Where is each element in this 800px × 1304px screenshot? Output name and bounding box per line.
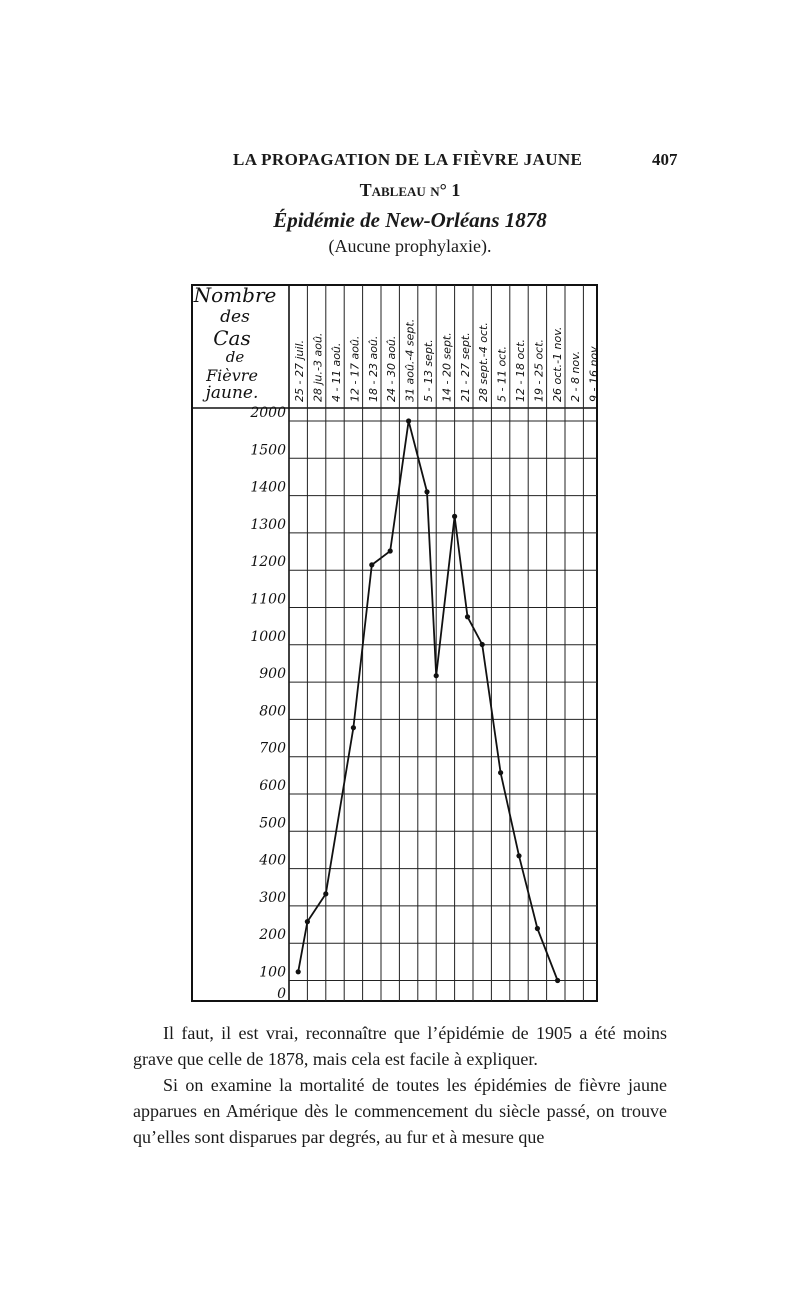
x-tick-label: 4 - 11 aoû. xyxy=(330,342,343,402)
chart-title: Épidémie de New-Orléans 1878 xyxy=(273,208,547,232)
x-tick-label: 18 - 23 aoû. xyxy=(366,335,380,402)
data-point xyxy=(406,418,411,423)
data-point xyxy=(434,673,439,678)
x-tick-label: 21 - 27 sept. xyxy=(458,332,472,402)
data-point xyxy=(351,725,356,730)
running-head: LA PROPAGATION DE LA FIÈVRE JAUNE xyxy=(233,150,583,169)
y-tick-label: 200 xyxy=(259,927,286,944)
x-tick-label: 26 oct.-1 nov. xyxy=(550,326,564,402)
x-tick-label: 25 - 27 juil. xyxy=(293,339,307,402)
data-point xyxy=(388,548,393,553)
y-tick-label: 1500 xyxy=(250,442,286,459)
table-label: Tableau n° 1 xyxy=(359,180,461,200)
y-axis-label-word: de xyxy=(225,348,245,366)
y-tick-label: 0 xyxy=(277,986,286,1002)
body-text xyxy=(133,1020,667,1150)
data-point xyxy=(555,978,560,983)
data-point xyxy=(369,562,374,567)
y-axis-label xyxy=(193,283,277,403)
x-tick-label: 24 - 30 aoû. xyxy=(385,335,399,402)
data-point xyxy=(452,514,457,519)
y-tick-label: 700 xyxy=(259,740,286,757)
paragraph-1: Il faut, il est vrai, reconnaître que l’épidémie de 1905 a été moins grave que celle de 1878, mais cela est facile à expliquer. xyxy=(133,1023,667,1069)
data-point xyxy=(323,891,328,896)
paragraph-2: Si on examine la mortalité de toutes les épidémies de fièvre jaune apparues en Amérique dès le commencement du siècle passé, on trouve qu’elles sont disparues par degrés, au fur et à mesure que xyxy=(133,1075,667,1147)
data-point xyxy=(465,614,470,619)
page-number: 407 xyxy=(652,150,678,169)
x-tick-label: 5 - 13 sept. xyxy=(422,339,435,402)
y-axis-label-word: des xyxy=(220,307,250,327)
y-tick-label: 800 xyxy=(259,703,286,720)
y-tick-label: 2000 xyxy=(250,405,286,421)
x-tick-label: 14 - 20 sept. xyxy=(440,332,454,402)
y-axis-label-text xyxy=(193,283,277,403)
y-tick-label: 600 xyxy=(259,778,286,794)
chart-subtitle: (Aucune prophylaxie). xyxy=(328,236,492,256)
x-tick-label: 12 - 18 oct. xyxy=(514,338,527,402)
data-point xyxy=(516,853,521,858)
y-tick-label: 1200 xyxy=(250,554,286,571)
y-tick-label: 1100 xyxy=(250,591,286,608)
x-tick-label: 31 aoû.-4 sept. xyxy=(403,318,417,402)
x-tick-label: 12 - 17 aoû. xyxy=(348,335,362,402)
y-axis-label-word: jaune. xyxy=(205,383,259,403)
x-tick-label: 28 ju.-3 aoû. xyxy=(311,332,325,402)
y-axis-label-word: Cas xyxy=(213,326,251,350)
data-point xyxy=(424,489,429,494)
y-tick-label: 100 xyxy=(259,964,286,981)
data-point xyxy=(296,969,301,974)
x-tick-label: 5 - 11 oct. xyxy=(495,345,509,402)
y-tick-label: 900 xyxy=(259,666,286,683)
y-axis-label-word: Nombre xyxy=(193,283,277,307)
series-line xyxy=(298,421,557,981)
y-tick-label: 1000 xyxy=(250,628,286,645)
x-tick-labels xyxy=(293,319,600,402)
y-tick-label: 1400 xyxy=(250,479,286,496)
data-point xyxy=(480,642,485,647)
y-tick-label: 500 xyxy=(259,815,286,832)
series-layer xyxy=(296,418,561,983)
y-axis-label-word: Fièvre xyxy=(206,366,258,385)
data-point xyxy=(535,926,540,931)
y-tick-label: 400 xyxy=(259,852,286,869)
x-tick-label: 19 - 25 oct. xyxy=(532,338,546,402)
x-tick-label: 9 - 16 nov. xyxy=(587,343,601,402)
x-tick-label: 2 - 8 nov. xyxy=(569,350,583,402)
x-tick-label: 28 sept.-4 oct. xyxy=(477,322,491,402)
y-tick-label: 300 xyxy=(259,889,286,906)
data-point xyxy=(498,770,503,775)
y-tick-label: 1300 xyxy=(250,516,286,533)
y-tick-labels xyxy=(249,405,286,1002)
data-point xyxy=(305,919,310,924)
